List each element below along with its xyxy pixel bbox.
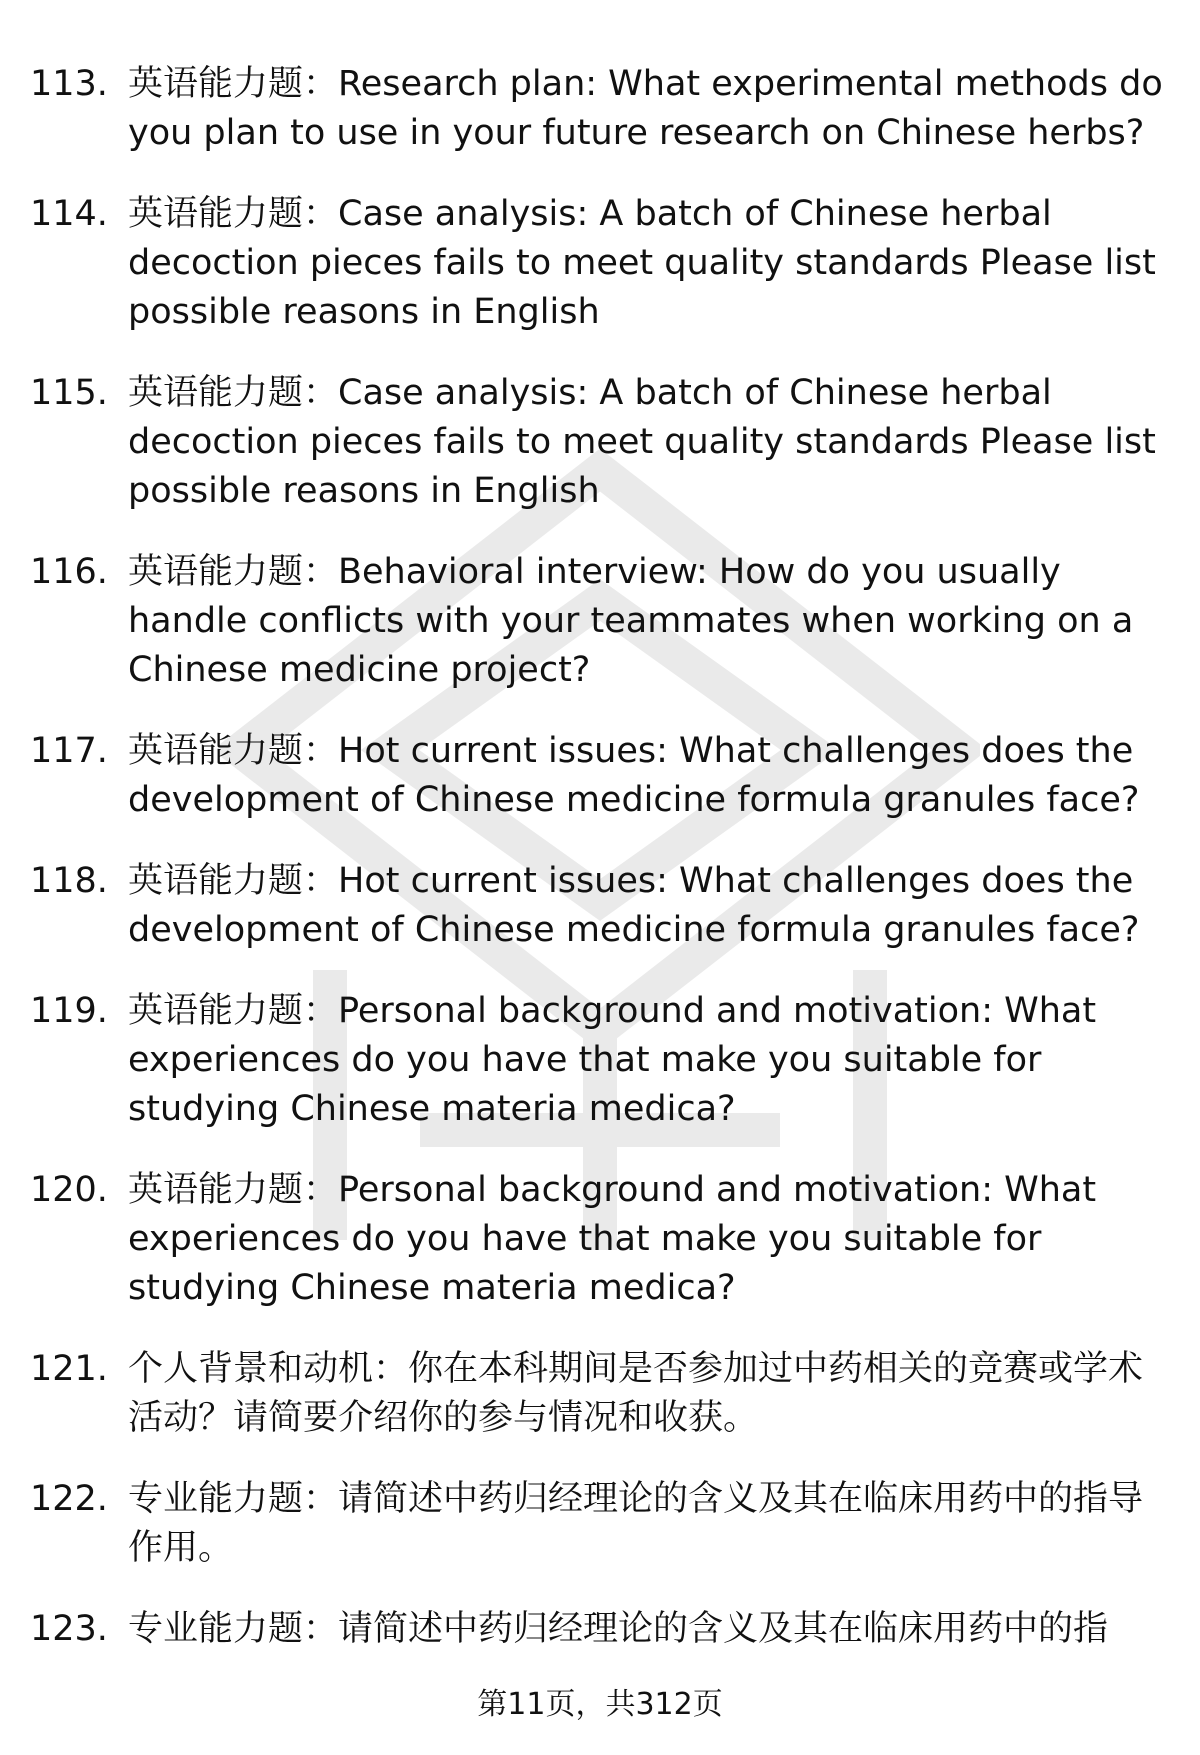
question-body [128,369,1175,516]
question-text: 请简述中药归经理论的含义及其在临床用药中的指 [338,1609,1109,1649]
question-number: 115. [30,373,108,413]
question-body [128,1475,1175,1573]
question-text: Case analysis: A batch of Chinese herbal decoction pieces fails to meet quality standards Please list possible reasons in English [128,194,1156,332]
page-number-footer: 第11页，共312页 [477,1687,723,1722]
question-body [128,987,1175,1134]
question-item [30,727,1175,825]
question-category: 英语能力题： [128,64,339,104]
question-text: Personal background and motivation: What experiences do you have that make you suitable for studying Chinese materia medica? [128,991,1097,1129]
question-body [128,857,1175,955]
question-number: 120. [30,1170,108,1210]
question-list [30,60,1175,1654]
question-item [30,60,1175,158]
question-text: Hot current issues: What challenges does the development of Chinese medicine formula granules face? [128,861,1140,950]
question-number: 121. [30,1349,108,1389]
question-body [128,60,1175,158]
question-text: 请简述中药归经理论的含义及其在临床用药中的指导作用。 [128,1479,1144,1568]
question-body [128,1166,1175,1313]
question-item [30,190,1175,337]
question-number: 113. [30,64,108,104]
question-number: 123. [30,1609,108,1649]
question-item [30,1605,1175,1654]
question-body [128,727,1175,825]
question-text: 你在本科期间是否参加过中药相关的竞赛或学术活动？请简要介绍你的参与情况和收获。 [128,1349,1144,1438]
question-item [30,548,1175,695]
question-number: 114. [30,194,108,234]
question-category: 个人背景和动机： [128,1349,409,1389]
question-category: 英语能力题： [128,731,339,771]
question-text: Case analysis: A batch of Chinese herbal decoction pieces fails to meet quality standards Please list possible reasons in English [128,373,1156,511]
question-category: 专业能力题： [128,1479,339,1519]
question-body [128,548,1175,695]
question-item [30,987,1175,1134]
question-text: Research plan: What experimental methods do you plan to use in your future research on Chinese herbs? [128,64,1163,153]
question-category: 专业能力题： [128,1609,339,1649]
question-item [30,1166,1175,1313]
question-category: 英语能力题： [128,194,339,234]
question-number: 119. [30,991,108,1031]
question-text: Behavioral interview: How do you usually handle conflicts with your teammates when working on a Chinese medicine project? [128,552,1134,690]
question-number: 118. [30,861,108,901]
question-category: 英语能力题： [128,552,339,592]
question-category: 英语能力题： [128,991,339,1031]
question-number: 117. [30,731,108,771]
question-item [30,1475,1175,1573]
question-item [30,857,1175,955]
question-body [128,190,1175,337]
question-category: 英语能力题： [128,373,339,413]
question-category: 英语能力题： [128,1170,339,1210]
question-text: Hot current issues: What challenges does the development of Chinese medicine formula granules face? [128,731,1140,820]
question-body [128,1345,1175,1443]
question-number: 116. [30,552,108,592]
question-category: 英语能力题： [128,861,339,901]
question-number: 122. [30,1479,108,1519]
question-item [30,1345,1175,1443]
question-body [128,1605,1175,1654]
question-item [30,369,1175,516]
question-text: Personal background and motivation: What experiences do you have that make you suitable for studying Chinese materia medica? [128,1170,1097,1308]
